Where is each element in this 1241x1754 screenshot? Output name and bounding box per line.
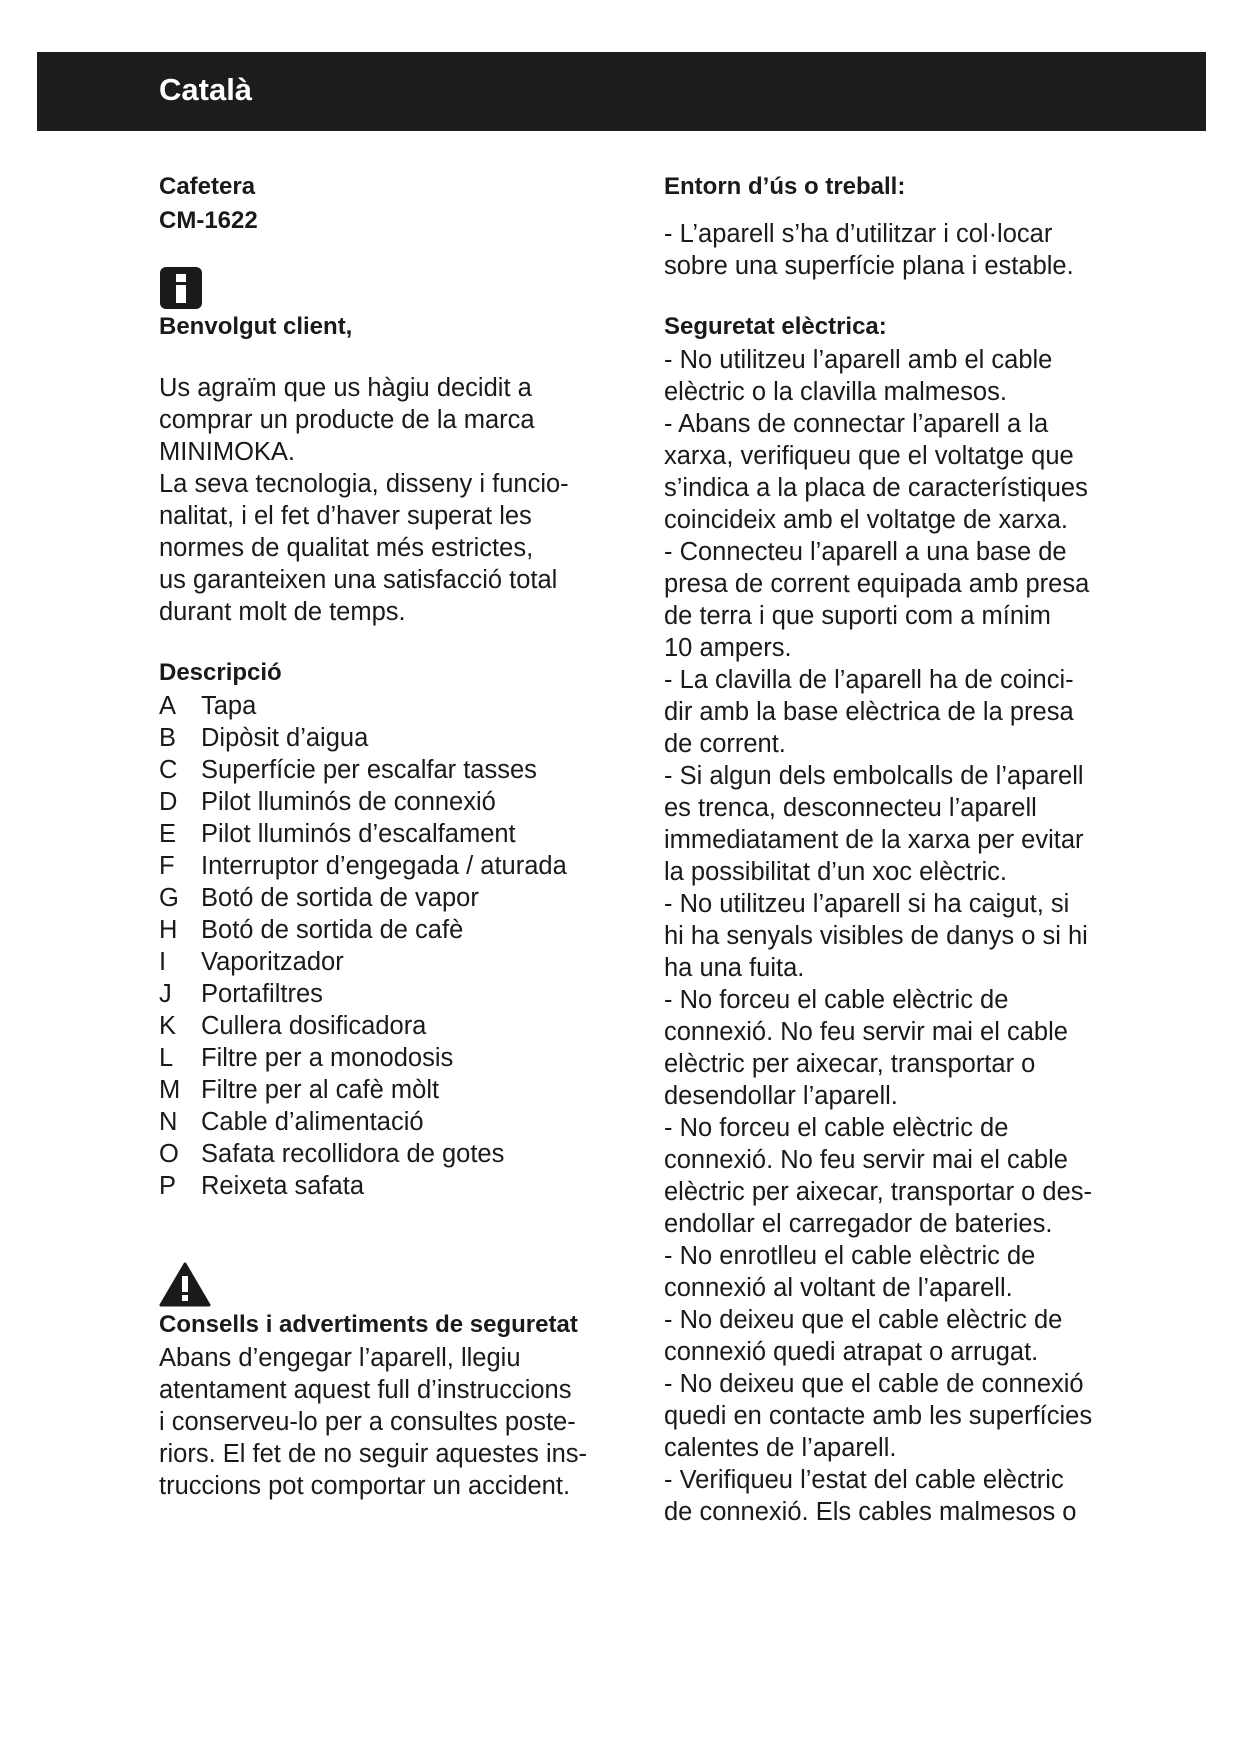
text-line: - La clavilla de l’aparell ha de coinci- xyxy=(664,666,1074,694)
list-item xyxy=(159,978,629,1010)
environment-title: Entorn d’ús o treball: xyxy=(664,173,906,200)
item-letter: D xyxy=(159,788,178,816)
text-line: 10 ampers. xyxy=(664,634,792,662)
text-line: - No forceu el cable elèctric de xyxy=(664,986,1009,1014)
greeting-text xyxy=(159,372,629,628)
list-item xyxy=(159,690,629,722)
item-letter: B xyxy=(159,724,177,752)
item-letter: J xyxy=(159,980,172,1008)
product-model: CM-1622 xyxy=(159,207,258,234)
text-line: - No enrotlleu el cable elèctric de xyxy=(664,1242,1036,1270)
item-letter: M xyxy=(159,1076,181,1104)
text-line: - No utilitzeu l’aparell si ha caigut, si xyxy=(664,890,1070,918)
language-title: Català xyxy=(159,72,253,107)
text-line: - Abans de connectar l’aparell a la xyxy=(664,410,1049,438)
text-line: Us agraïm que us hàgiu decidit a xyxy=(159,374,532,402)
item-text: Pilot lluminós d’escalfament xyxy=(201,820,516,848)
item-text: Superfície per escalfar tasses xyxy=(201,756,537,784)
safety-text xyxy=(159,1342,629,1502)
text-line: la possibilitat d’un xoc elèctric. xyxy=(664,858,1007,886)
item-text: Botó de sortida de vapor xyxy=(201,884,479,912)
text-line: comprar un producte de la marca xyxy=(159,406,535,434)
text-line: calentes de l’aparell. xyxy=(664,1434,897,1462)
text-line: elèctric per aixecar, transportar o xyxy=(664,1050,1036,1078)
text-line: connexió quedi atrapat o arrugat. xyxy=(664,1338,1039,1366)
text-line: de connexió. Els cables malmesos o xyxy=(664,1498,1077,1526)
electrical-title: Seguretat elèctrica: xyxy=(664,313,887,340)
item-letter: G xyxy=(159,884,179,912)
header-bar xyxy=(37,52,1206,131)
item-text: Cable d’alimentació xyxy=(201,1108,424,1136)
description-list xyxy=(159,690,629,1202)
text-line: - No deixeu que el cable de connexió xyxy=(664,1370,1084,1398)
list-item xyxy=(159,1106,629,1138)
text-line: - No deixeu que el cable elèctric de xyxy=(664,1306,1063,1334)
text-line: immediatament de la xarxa per evitar xyxy=(664,826,1084,854)
item-letter: F xyxy=(159,852,175,880)
item-text: Cullera dosificadora xyxy=(201,1012,427,1040)
list-item xyxy=(159,1074,629,1106)
text-line: - No utilitzeu l’aparell amb el cable xyxy=(664,346,1053,374)
warning-icon xyxy=(159,1262,211,1308)
item-letter: I xyxy=(159,948,167,976)
item-letter: E xyxy=(159,820,177,848)
item-letter: L xyxy=(159,1044,174,1072)
text-line: s’indica a la placa de característiques xyxy=(664,474,1088,502)
environment-text xyxy=(664,218,1134,282)
text-line: connexió al voltant de l’aparell. xyxy=(664,1274,1013,1302)
list-item xyxy=(159,1170,629,1202)
text-line: xarxa, verifiqueu que el voltatge que xyxy=(664,442,1074,470)
text-line: normes de qualitat més estrictes, xyxy=(159,534,534,562)
item-text: Reixeta safata xyxy=(201,1172,365,1200)
greeting-title: Benvolgut client, xyxy=(159,313,353,340)
text-line: - Si algun dels embolcalls de l’aparell xyxy=(664,762,1084,790)
text-line: es trenca, desconnecteu l’aparell xyxy=(664,794,1037,822)
text-line: dir amb la base elèctrica de la presa xyxy=(664,698,1074,726)
text-line: desendollar l’aparell. xyxy=(664,1082,898,1110)
text-line: us garanteixen una satisfacció total xyxy=(159,566,558,594)
text-line: sobre una superfície plana i estable. xyxy=(664,252,1074,280)
text-line: atentament aquest full d’instruccions xyxy=(159,1376,572,1404)
electrical-text xyxy=(664,344,1134,1528)
item-text: Filtre per a monodosis xyxy=(201,1044,454,1072)
list-item xyxy=(159,722,629,754)
list-item xyxy=(159,946,629,978)
text-line: - Connecteu l’aparell a una base de xyxy=(664,538,1067,566)
item-text: Dipòsit d’aigua xyxy=(201,724,369,752)
text-line: MINIMOKA. xyxy=(159,438,296,466)
text-line: truccions pot comportar un accident. xyxy=(159,1472,571,1500)
text-line: presa de corrent equipada amb presa xyxy=(664,570,1090,598)
text-line: elèctric per aixecar, transportar o des- xyxy=(664,1178,1093,1206)
text-line: coincideix amb el voltatge de xarxa. xyxy=(664,506,1068,534)
text-line: durant molt de temps. xyxy=(159,598,406,626)
text-line: quedi en contacte amb les superfícies xyxy=(664,1402,1093,1430)
text-line: de terra i que suporti com a mínim xyxy=(664,602,1051,630)
left-column xyxy=(159,170,629,1502)
text-line: Abans d’engegar l’aparell, llegiu xyxy=(159,1344,521,1372)
text-line: La seva tecnologia, disseny i funcio- xyxy=(159,470,569,498)
text-line: ha una fuita. xyxy=(664,954,805,982)
text-line: endollar el carregador de bateries. xyxy=(664,1210,1053,1238)
text-line: riors. El fet de no seguir aquestes ins- xyxy=(159,1440,588,1468)
item-text: Interruptor d’engegada / aturada xyxy=(201,852,567,880)
text-line: - Verifiqueu l’estat del cable elèctric xyxy=(664,1466,1064,1494)
list-item xyxy=(159,754,629,786)
item-letter: C xyxy=(159,756,178,784)
list-item xyxy=(159,882,629,914)
info-icon xyxy=(159,266,203,310)
item-text: Filtre per al cafè mòlt xyxy=(201,1076,440,1104)
text-line: i conserveu-lo per a consultes poste- xyxy=(159,1408,576,1436)
text-line: nalitat, i el fet d’haver superat les xyxy=(159,502,532,530)
item-text: Safata recollidora de gotes xyxy=(201,1140,505,1168)
item-letter: N xyxy=(159,1108,178,1136)
list-item xyxy=(159,786,629,818)
text-line: hi ha senyals visibles de danys o si hi xyxy=(664,922,1088,950)
list-item xyxy=(159,1010,629,1042)
list-item xyxy=(159,914,629,946)
text-line: - L’aparell s’ha d’utilitzar i col·locar xyxy=(664,220,1053,248)
safety-title: Consells i advertiments de seguretat xyxy=(159,1311,578,1338)
text-line: de corrent. xyxy=(664,730,786,758)
item-text: Vaporitzador xyxy=(201,948,344,976)
list-item xyxy=(159,1138,629,1170)
text-line: connexió. No feu servir mai el cable xyxy=(664,1146,1068,1174)
list-item xyxy=(159,818,629,850)
description-title: Descripció xyxy=(159,659,282,686)
item-letter: P xyxy=(159,1172,177,1200)
item-text: Botó de sortida de cafè xyxy=(201,916,464,944)
item-text: Pilot lluminós de connexió xyxy=(201,788,496,816)
item-letter: O xyxy=(159,1140,179,1168)
item-text: Tapa xyxy=(201,692,257,720)
text-line: elèctric o la clavilla malmesos. xyxy=(664,378,1007,406)
right-column xyxy=(664,170,1134,1528)
item-text: Portafiltres xyxy=(201,980,323,1008)
text-line: - No forceu el cable elèctric de xyxy=(664,1114,1009,1142)
item-letter: H xyxy=(159,916,178,944)
item-letter: K xyxy=(159,1012,177,1040)
list-item xyxy=(159,1042,629,1074)
text-line: connexió. No feu servir mai el cable xyxy=(664,1018,1068,1046)
list-item xyxy=(159,850,629,882)
item-letter: A xyxy=(159,692,177,720)
product-type: Cafetera xyxy=(159,173,256,200)
